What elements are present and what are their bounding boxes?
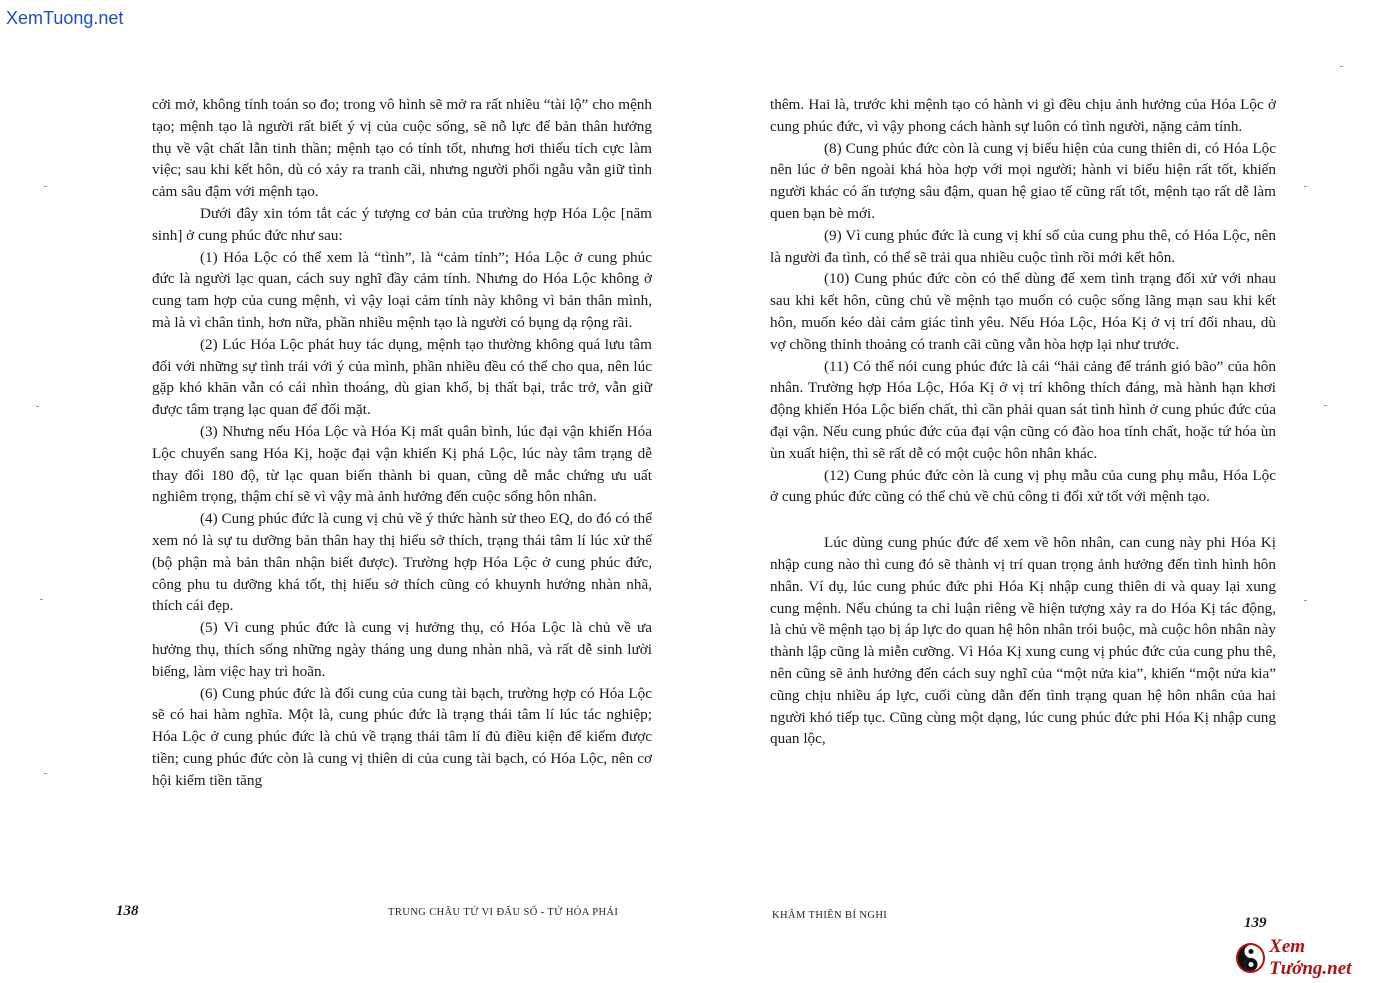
scan-speck: [44, 186, 47, 187]
page-number-right: 139: [1244, 915, 1267, 931]
paragraph: (11) Có thể nói cung phúc đức là cái “hải cảng để tránh gió bão” của hôn nhân. Trường hợp Hóa Lộc, Hóa Kị ở vị trí không thích đáng, mà hành hạn khơi động khiến Hóa Lộc biến chất, thì cần phải quan sát tình hình ở cung phúc đức của đại vận. Nếu cung phúc đức của đại vận cũng có đào hoa tính chất, hoặc tứ hóa ùn ùn xuất hiện, thì sẽ rất dễ có một cuộc hôn nhân khác.: [770, 357, 1276, 462]
right-page-body: [770, 94, 1276, 750]
paragraph: (2) Lúc Hóa Lộc phát huy tác dụng, mệnh tạo thường không quá lưu tâm đối với những sự tình trái với ý của mình, phần nhiều đều có thể cho qua, nên lúc gặp khó khăn vẫn có cái nhìn thoáng, dù gian khổ, bị thất bại, trắc trở, vẫn giữ được tâm trạng lạc quan để đối mặt.: [152, 335, 652, 419]
site-link[interactable]: XemTuong.net: [6, 8, 124, 28]
scan-speck: [1340, 66, 1343, 67]
paragraph: (6) Cung phúc đức là đối cung của cung tài bạch, trường hợp có Hóa Lộc sẽ có hai hàm nghĩa. Một là, cung phúc đức là trạng thái tâm lí lúc tác nghiệp; Hóa Lộc ở cung phúc đức là chủ về trạng thái tâm lí đủ điều kiện để kiếm được tiền; cung phúc đức còn là cung vị thiên di của cung tài bạch, có Hóa Lộc, nên cơ hội kiếm tiền tăng: [152, 684, 652, 789]
running-head-right: KHÂM THIÊN BÍ NGHI: [772, 910, 888, 921]
paragraph: (3) Nhưng nếu Hóa Lộc và Hóa Kị mất quân bình, lúc đại vận khiến Hóa Lộc chuyển sang Hóa Kị, hoặc đại vận khiến Kị phá Lộc, lúc này tâm trạng dễ thay đổi 180 độ, từ lạc quan biến thành bi quan, cũng dễ mắc chứng ưu uất nghiêm trọng, thậm chí sẽ vì vậy mà ảnh hưởng đến cuộc sống hôn nhân.: [152, 422, 652, 506]
scan-speck: [1304, 600, 1307, 601]
yin-yang-icon: [1236, 943, 1265, 973]
page-number-left: 138: [116, 903, 139, 919]
paragraph: Lúc dùng cung phúc đức để xem về hôn nhân, can cung này phi Hóa Kị nhập cung nào thì cung đó sẽ thành vị trí quan trọng ảnh hưởng đến tình hình hôn nhân. Ví dụ, lúc cung phúc đức phi Hóa Kị nhập cung thiên di và quay lại xung cung mệnh. Nếu chúng ta chỉ luận riêng về hiện tượng xảy ra do Hóa Kị tác động, là chủ về mệnh tạo bị áp lực do quan hệ hôn nhân trói buộc, mà cuộc hôn nhân này thành lập cũng là miễn cưỡng. Vì Hóa Kị xung cung vị phúc đức của cung phu thê, nên cũng sẽ ảnh hưởng đến cách suy nghĩ của “một nửa kia”, khiến “một nửa kia” cũng chịu nhiều áp lực, cuối cùng dẫn đến tình trạng quan hệ hôn nhân của hai người khó tiếp tục. Cũng cùng một dạng, lúc cung phúc đức phi Hóa Kị nhập cung quan lộc,: [770, 534, 1276, 748]
scan-speck: [40, 599, 43, 600]
left-page-body: [152, 94, 652, 792]
paragraph: Dưới đây xin tóm tắt các ý tượng cơ bản của trường hợp Hóa Lộc [năm sinh] ở cung phúc đức như sau:: [152, 204, 652, 244]
paragraph: (12) Cung phúc đức còn là cung vị phụ mẫu của cung phụ mẫu, Hóa Lộc ở cung phúc đức cũng có thể chủ về chủ công ti đối xử tốt với mệnh tạo.: [770, 466, 1276, 506]
site-logo[interactable]: [1236, 938, 1388, 978]
paragraph: cởi mở, không tính toán so đo; trong vô hình sẽ mở ra rất nhiều “tài lộ” cho mệnh tạo; mệnh tạo là người rất biết ý vị của cuộc sống, sẽ nỗ lực để bản thân hưởng thụ về vật chất lẫn tinh thần; mệnh tạo có tính tốt, nhưng hơi thiếu tích cực làm việc; sau khi kết hôn, dù có xảy ra tranh cãi, nhưng người phối ngẫu vẫn giữ tình cảm sâu đậm với mệnh tạo.: [152, 96, 652, 201]
scan-speck: [1304, 186, 1307, 187]
scan-speck: [1324, 405, 1327, 406]
paragraph: (8) Cung phúc đức còn là cung vị biểu hiện của cung thiên di, có Hóa Lộc nên lúc ở bên ngoài khá hòa hợp với mọi người; hành vi biểu hiện rất tốt, khiến người khác có ấn tượng sâu đậm, quan hệ giao tế cũng rất tốt, mệnh tạo rất dễ làm quen bạn bè mới.: [770, 139, 1276, 222]
scan-speck: [36, 406, 39, 407]
paragraph: (1) Hóa Lộc có thể xem là “tình”, là “cảm tính”; Hóa Lộc ở cung phúc đức là người lạc quan, cách suy nghĩ đầy cảm tính. Nhưng do Hóa Lộc không ở cung tam hợp của cung mệnh, vì vậy loại cảm tính này không vì bản thân mình, mà là vì chân tình, hơn nữa, phần nhiều mệnh tạo là người có bụng dạ rộng rãi.: [152, 248, 652, 331]
paragraph: (5) Vì cung phúc đức là cung vị hưởng thụ, có Hóa Lộc là chủ về ưa hưởng thụ, thích sống những ngày tháng ung dung nhàn nhã, và rất dễ sinh lười biếng, làm việc hay trì hoãn.: [152, 619, 652, 680]
running-head-left: TRUNG CHÂU TỨ VI ĐẨU SỐ - TỨ HÓA PHÁI: [388, 907, 619, 918]
paragraph: thêm. Hai là, trước khi mệnh tạo có hành vi gì đều chịu ảnh hưởng của Hóa Lộc ở cung phúc đức, vì vậy phong cách hành sự luôn có tình người, nặng cảm tính.: [770, 96, 1276, 135]
paragraph: (10) Cung phúc đức còn có thể dùng để xem tình trạng đối xử với nhau sau khi kết hôn, cũng chủ về mệnh tạo muốn có cuộc sống lãng mạn sau khi kết hôn, muốn kéo dài cảm giác tình yêu. Nếu Hóa Lộc, Hóa Kị ở vị trí đối nhau, dù vợ chồng thỉnh thoảng có tranh cãi cũng vẫn hòa hợp lại như trước.: [770, 270, 1276, 353]
paragraph: (9) Vì cung phúc đức là cung vị khí số của cung phu thê, có Hóa Lộc, nên là người đa tình, có thể sẽ trải qua nhiều cuộc tình rồi mới kết hôn.: [770, 226, 1276, 266]
paragraph: (4) Cung phúc đức là cung vị chủ về ý thức hành sử theo EQ, do đó có thể xem nó là sự tu dưỡng bản thân hay thị hiếu sở thích, trạng thái tâm lí lúc xử thế (bộ phận mà bản thân nhận biết được). Trường hợp Hóa Lộc ở cung phúc đức, công phu tu dưỡng khá tốt, thị hiếu sở thích cũng có khuynh hướng nhàn nhã, thích cái đẹp.: [152, 510, 652, 615]
scan-speck: [44, 773, 47, 774]
logo-text: Xem Tướng.net: [1269, 936, 1352, 979]
